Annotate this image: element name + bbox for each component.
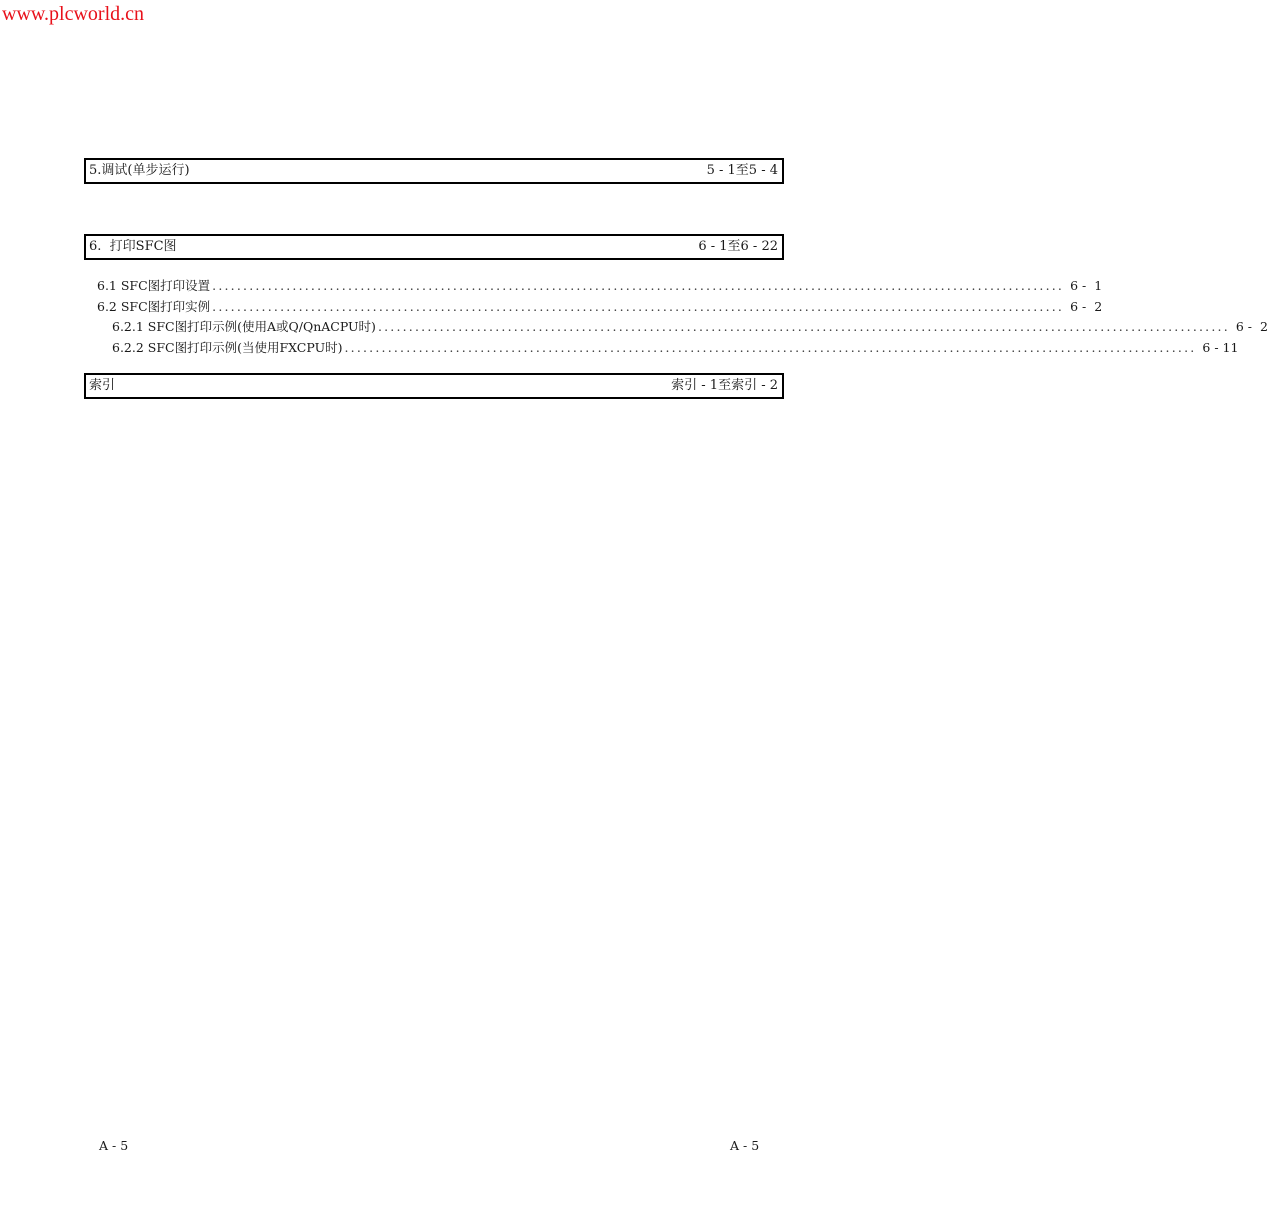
toc-entry-6-2[interactable] — [0, 297, 1103, 317]
toc-entry-text: 6.2.2 SFC图打印示例(当使用FXCPU时) — [112, 340, 343, 355]
leader-dots: .......................................................................................................................................... — [377, 319, 1230, 334]
toc-entry-text: 6.2.1 SFC图打印示例(使用A或Q/QnACPU时) — [112, 319, 376, 334]
index-header[interactable] — [84, 373, 784, 399]
chapter-title: 索引 — [89, 378, 116, 393]
watermark-text: www.plcworld.cn — [2, 3, 145, 25]
chapter-title: 5.调试(单步运行) — [89, 163, 190, 178]
toc-entry-6-2-1[interactable] — [0, 317, 1268, 337]
toc-entry-text: 6.1 SFC图打印设置 — [97, 278, 211, 293]
toc-page-ref: 6 - 2 — [1070, 299, 1103, 314]
toc-page-ref: 6 - 11 — [1202, 340, 1239, 355]
chapter-page-range: 5 - 1至5 - 4 — [706, 163, 778, 178]
toc-entry-6-2-2[interactable] — [0, 338, 1239, 358]
toc-entry-text: 6.2 SFC图打印实例 — [97, 299, 211, 314]
leader-dots: .......................................................................................................................................... — [212, 299, 1065, 314]
footer-page-number-left: A - 5 — [99, 1138, 129, 1153]
toc-entry-6-1[interactable] — [0, 276, 1103, 296]
chapter-page-range: 索引 - 1至索引 - 2 — [671, 378, 778, 393]
toc-page-ref: 6 - 2 — [1235, 319, 1268, 334]
leader-dots: .......................................................................................................................................... — [212, 278, 1065, 293]
toc-page-ref: 6 - 1 — [1070, 278, 1103, 293]
chapter-6-header[interactable] — [84, 234, 784, 260]
leader-dots: .......................................................................................................................................... — [344, 340, 1197, 355]
chapter-5-header[interactable] — [84, 158, 784, 184]
chapter-page-range: 6 - 1至6 - 22 — [698, 239, 778, 254]
footer-page-number-right: A - 5 — [730, 1138, 760, 1153]
chapter-title: 6. 打印SFC图 — [89, 239, 177, 254]
